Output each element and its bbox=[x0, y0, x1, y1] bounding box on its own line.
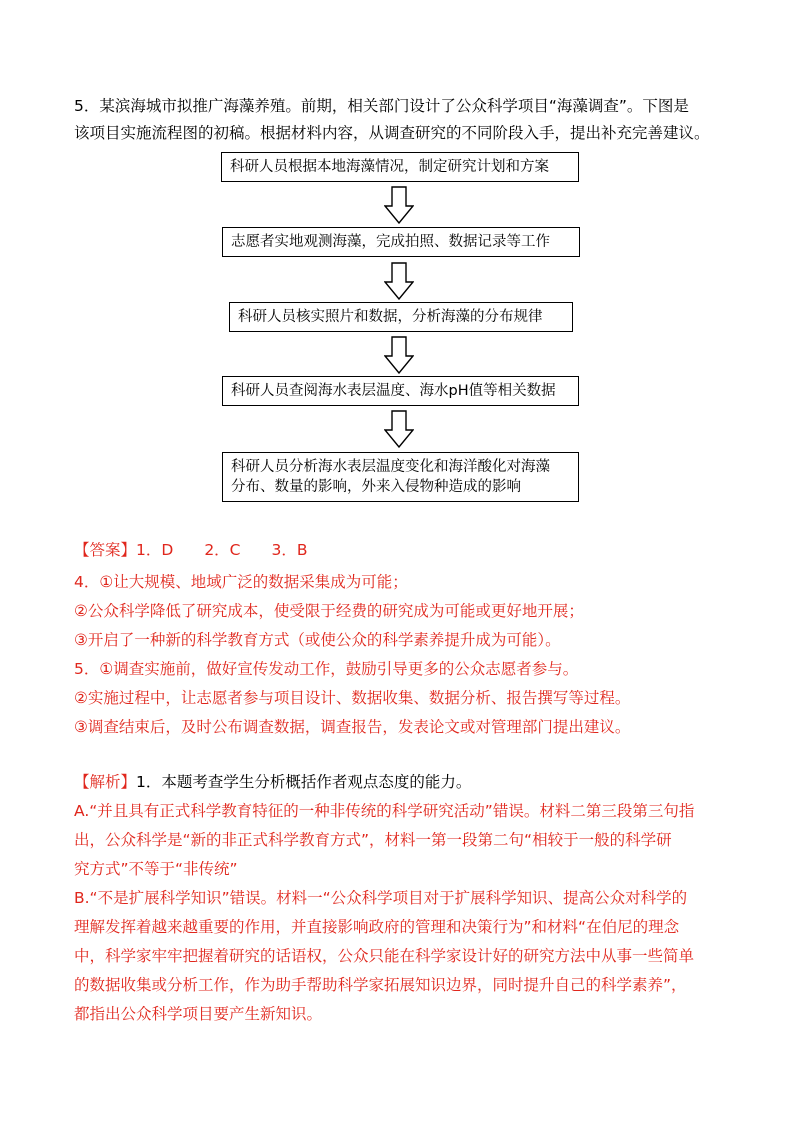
analysis-line-7: 的数据收集或分析工作，作为助手帮助科学家拓展知识边界，同时提升自己的科学素养”， bbox=[74, 976, 687, 994]
flow-step-5-line-1: 科研人员分析海水表层温度变化和海洋酸化对海藻 bbox=[231, 459, 550, 475]
flow-step-4: 科研人员查阅海水表层温度、海水pH值等相关数据 bbox=[222, 376, 579, 406]
analysis-line-3: 究方式”不等于“非传统” bbox=[74, 860, 238, 878]
analysis-line-6: 中，科学家牢牢把握着研究的话语权，公众只能在科学家设计好的研究方法中从事一些简单 bbox=[74, 947, 695, 965]
analysis-label: 【解析】 bbox=[74, 773, 137, 791]
flow-step-2: 志愿者实地观测海藻，完成拍照、数据记录等工作 bbox=[222, 227, 580, 257]
down-arrow-icon bbox=[384, 262, 414, 300]
answer-mc-line bbox=[74, 540, 308, 560]
analysis-first: 1．本题考查学生分析概括作者观点态度的能力。 bbox=[136, 773, 472, 791]
analysis-line-4: B.“不是扩展科学知识”错误。材料一“公众科学项目对于扩展科学知识、提高公众对科学的 bbox=[74, 889, 688, 907]
down-arrow-icon bbox=[384, 410, 414, 448]
question-5-line-1: 5．某滨海城市拟推广海藻养殖。前期，相关部门设计了公众科学项目“海藻调查”。下图是 bbox=[74, 97, 689, 115]
question-5-line-2: 该项目实施流程图的初稿。根据材料内容，从调查研究的不同阶段入手，提出补充完善建议。 bbox=[74, 124, 710, 142]
answer-q4-line-2: ②公众科学降低了研究成本，使受限于经费的研究成为可能或更好地开展； bbox=[74, 602, 584, 620]
answer-q5-line-2: ②实施过程中，让志愿者参与项目设计、数据收集、数据分析、报告撰写等过程。 bbox=[74, 689, 631, 707]
answer-q5-line-1: 5．①调查实施前，做好宣传发动工作，鼓励引导更多的公众志愿者参与。 bbox=[74, 660, 579, 678]
answer-q5-line-3: ③调查结束后，及时公布调查数据，调查报告，发表论文或对管理部门提出建议。 bbox=[74, 718, 631, 736]
flow-step-5-line-2: 分布、数量的影响，外来入侵物种造成的影响 bbox=[231, 479, 521, 495]
analysis-first-line bbox=[74, 772, 471, 792]
answer-q4-line-1: 4．①让大规模、地域广泛的数据采集成为可能； bbox=[74, 573, 408, 591]
analysis-line-8: 都指出公众科学项目要产生新知识。 bbox=[74, 1005, 323, 1023]
down-arrow-icon bbox=[384, 336, 414, 374]
flow-step-5 bbox=[222, 452, 579, 502]
answer-q4-line-3: ③开启了一种新的科学教育方式（或使公众的科学素养提升成为可能）。 bbox=[74, 631, 561, 649]
analysis-line-1: A.“并且具有正式科学教育特征的一种非传统的科学研究活动”错误。材料二第三段第三句指 bbox=[74, 802, 695, 820]
flow-step-1: 科研人员根据本地海藻情况，制定研究计划和方案 bbox=[221, 152, 579, 182]
answer-label: 【答案】 bbox=[74, 541, 137, 559]
answer-mc: 1．D 2．C 3．B bbox=[136, 541, 308, 559]
flow-step-3: 科研人员核实照片和数据，分析海藻的分布规律 bbox=[229, 302, 573, 332]
analysis-line-2: 出，公众科学是“新的非正式科学教育方式”，材料一第一段第二句“相较于一般的科学研 bbox=[74, 831, 672, 849]
analysis-line-5: 理解发挥着越来越重要的作用，并直接影响政府的管理和决策行为”和材料“在伯尼的理念 bbox=[74, 918, 680, 936]
down-arrow-icon bbox=[384, 186, 414, 224]
